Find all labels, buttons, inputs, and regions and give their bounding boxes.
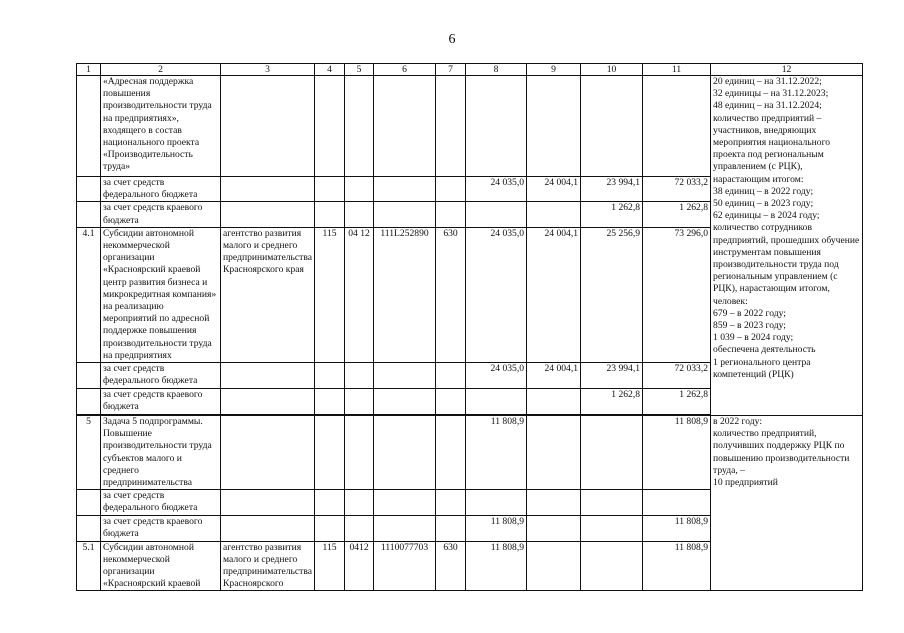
amount-cell: 1 262,8: [581, 202, 643, 227]
amount-cell: 11 808,9: [466, 416, 527, 490]
measure-name: «Адресная поддержка повышения производительности труда на предприятиях», входящего в состав национального проекта «Производительность труда»: [101, 76, 221, 177]
funding-label: за счет средств федерального бюджета: [101, 177, 221, 202]
amount-cell: 1 262,8: [643, 202, 711, 227]
amount-cell: 25 256,9: [581, 227, 643, 362]
amount-cell: 11 808,9: [643, 516, 711, 541]
table-row: [77, 416, 863, 490]
executor-cell: агентство развития малого и среднего предпринимательства Красноярского: [221, 541, 315, 591]
amount-cell: 24 035,0: [466, 177, 527, 202]
header-cell: 7: [436, 64, 466, 76]
amount-cell: 73 296,0: [643, 227, 711, 362]
code-cell: 115: [315, 227, 345, 362]
header-cell: 10: [581, 64, 643, 76]
amount-cell: 23 994,1: [581, 177, 643, 202]
amount-cell: 24 035,0: [466, 363, 527, 389]
executor-cell: агентство развития малого и среднего предпринимательства Красноярского края: [221, 227, 315, 362]
page-number: 6: [448, 32, 456, 47]
header-cell: 1: [77, 64, 101, 76]
code-cell: 630: [436, 227, 466, 362]
table-row: [77, 76, 863, 177]
code-cell: 04 12: [345, 227, 374, 362]
header-cell: 4: [315, 64, 345, 76]
header-cell: 5: [345, 64, 374, 76]
row-number: 4.1: [77, 227, 101, 362]
header-cell: 12: [711, 64, 863, 76]
amount-cell: 72 033,2: [643, 177, 711, 202]
funding-label: за счет средств федерального бюджета: [101, 363, 221, 389]
amount-cell: 23 994,1: [581, 363, 643, 389]
amount-cell: 24 004,1: [527, 363, 581, 389]
amount-cell: 72 033,2: [643, 363, 711, 389]
header-cell: 8: [466, 64, 527, 76]
amount-cell: 11 808,9: [466, 516, 527, 541]
header-cell: 9: [527, 64, 581, 76]
header-cell: 2: [101, 64, 221, 76]
measure-name: Задача 5 подпрограммы. Повышение производительности труда субъектов малого и среднего предпринимательства: [101, 416, 221, 490]
amount-cell: 11 808,9: [643, 541, 711, 591]
budget-table: [76, 63, 863, 591]
code-cell: 111L252890: [374, 227, 436, 362]
header-cell: 6: [374, 64, 436, 76]
code-cell: 115: [315, 541, 345, 591]
amount-cell: 1 262,8: [581, 389, 643, 415]
amount-cell: 24 035,0: [466, 227, 527, 362]
funding-label: за счет средств краевого бюджета: [101, 202, 221, 227]
amount-cell: 1 262,8: [643, 389, 711, 415]
measure-name: Субсидии автономной некоммерческой организации «Красноярский краевой центр развития бизнеса и микрокредитная компания» на реализацию мероприятий по адресной поддержке повышения производительности труда на предприятиях: [101, 227, 221, 362]
header-row: [77, 64, 863, 76]
code-cell: 1110077703: [374, 541, 436, 591]
header-cell: 3: [221, 64, 315, 76]
measure-name: Субсидии автономной некоммерческой организации «Красноярский краевой: [101, 541, 221, 591]
funding-label: за счет средств федерального бюджета: [101, 490, 221, 516]
amount-cell: 24 004,1: [527, 177, 581, 202]
indicator-text: в 2022 году: количество предприятий, получивших поддержку РЦК по повышению производительности труда, – 10 предприятий: [711, 416, 863, 591]
indicator-text: 20 единиц – на 31.12.2022; 32 единицы – на 31.12.2023; 48 единиц – на 31.12.2024; количество предприятий – участников, внедряющих мероприятия национального проекта под региональным управлением (с РЦК), нарастающим итогом: 38 единиц – в 2022 году; 50 единиц – в 2023 году; 62 единицы – в 2024 году; количество сотрудников предприятий, прошедших обучение инструментам повышения производительности труда под региональным управлением (с РЦК), нарастающим итогом, человек: 679 – в 2022 году; 859 – в 2023 году; 1 039 – в 2024 году; обеспечена деятельность 1 регионального центра компетенций (РЦК): [711, 76, 863, 416]
row-number: 5.1: [77, 541, 101, 591]
amount-cell: 11 808,9: [466, 541, 527, 591]
budget-table-container: [76, 63, 863, 591]
header-cell: 11: [643, 64, 711, 76]
row-number: 5: [77, 416, 101, 490]
code-cell: 0412: [345, 541, 374, 591]
code-cell: 630: [436, 541, 466, 591]
amount-cell: 24 004,1: [527, 227, 581, 362]
amount-cell: 11 808,9: [643, 416, 711, 490]
funding-label: за счет средств краевого бюджета: [101, 516, 221, 541]
funding-label: за счет средств краевого бюджета: [101, 389, 221, 415]
